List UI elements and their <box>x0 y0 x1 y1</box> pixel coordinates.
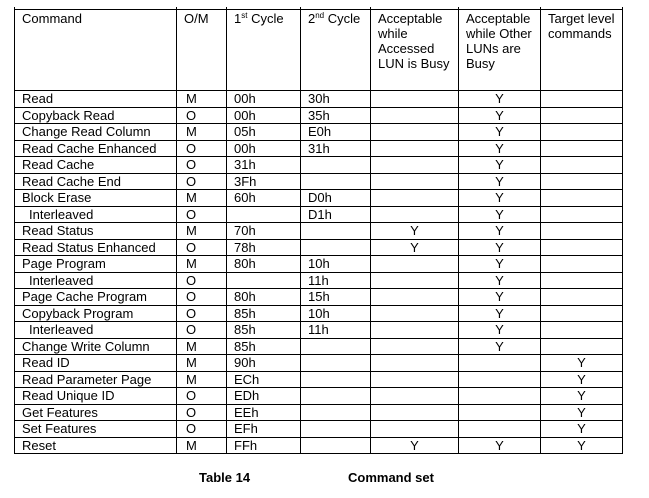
cell-command: Set Features <box>15 421 177 438</box>
cell-cycle1: 05h <box>227 124 301 141</box>
cell-acceptable-other-luns-busy: Y <box>459 437 541 454</box>
cell-target-level <box>541 173 623 190</box>
cell-cycle1: 00h <box>227 140 301 157</box>
cell-command: Interleaved <box>15 272 177 289</box>
cell-acceptable-other-luns-busy <box>459 388 541 405</box>
cell-acceptable-other-luns-busy: Y <box>459 140 541 157</box>
cell-om: O <box>177 239 227 256</box>
cell-command: Read Unique ID <box>15 388 177 405</box>
cell-target-level <box>541 124 623 141</box>
cell-om: M <box>177 190 227 207</box>
cell-om: O <box>177 305 227 322</box>
cell-cycle1: 85h <box>227 338 301 355</box>
cell-cycle2 <box>301 157 371 174</box>
cell-cycle2 <box>301 421 371 438</box>
cell-command: Change Write Column <box>15 338 177 355</box>
cell-acceptable-other-luns-busy: Y <box>459 239 541 256</box>
cell-command: Interleaved <box>15 206 177 223</box>
table-row <box>15 206 623 223</box>
cell-cycle2: 30h <box>301 91 371 108</box>
cell-om: O <box>177 107 227 124</box>
cell-om: M <box>177 371 227 388</box>
cell-cycle2 <box>301 355 371 372</box>
table-row <box>15 223 623 240</box>
table-row <box>15 437 623 454</box>
cell-cycle1: 90h <box>227 355 301 372</box>
cell-command: Read ID <box>15 355 177 372</box>
cell-command: Read Parameter Page <box>15 371 177 388</box>
table-row <box>15 388 623 405</box>
table-header-row <box>15 10 623 91</box>
table-row <box>15 355 623 372</box>
table-row <box>15 421 623 438</box>
cell-command: Copyback Program <box>15 305 177 322</box>
cell-acceptable-accessed-lun-busy <box>371 404 459 421</box>
table-row <box>15 107 623 124</box>
header-acceptable-other-luns-busy: Acceptable while Other LUNs are Busy <box>459 10 541 91</box>
cell-om: O <box>177 272 227 289</box>
cell-cycle1: 00h <box>227 91 301 108</box>
cell-cycle1: 85h <box>227 322 301 339</box>
table-title: Command set <box>348 470 434 485</box>
cell-om: O <box>177 157 227 174</box>
cell-om: O <box>177 388 227 405</box>
cell-acceptable-accessed-lun-busy <box>371 124 459 141</box>
cell-cycle1: 80h <box>227 256 301 273</box>
cell-target-level: Y <box>541 371 623 388</box>
cell-target-level: Y <box>541 404 623 421</box>
cell-acceptable-accessed-lun-busy <box>371 421 459 438</box>
cell-command: Copyback Read <box>15 107 177 124</box>
header-target-level-commands: Target level commands <box>541 10 623 91</box>
cell-acceptable-other-luns-busy: Y <box>459 322 541 339</box>
cell-acceptable-accessed-lun-busy: Y <box>371 437 459 454</box>
cell-acceptable-other-luns-busy <box>459 371 541 388</box>
cell-acceptable-other-luns-busy <box>459 421 541 438</box>
cell-cycle2: E0h <box>301 124 371 141</box>
cell-cycle1: ECh <box>227 371 301 388</box>
cell-target-level: Y <box>541 421 623 438</box>
cell-acceptable-accessed-lun-busy <box>371 256 459 273</box>
table-row <box>15 371 623 388</box>
cell-target-level <box>541 289 623 306</box>
cell-cycle1: EFh <box>227 421 301 438</box>
cell-acceptable-accessed-lun-busy <box>371 289 459 306</box>
cell-target-level <box>541 223 623 240</box>
cell-cycle2: D0h <box>301 190 371 207</box>
cell-om: M <box>177 223 227 240</box>
cell-acceptable-accessed-lun-busy <box>371 140 459 157</box>
cell-acceptable-accessed-lun-busy: Y <box>371 223 459 240</box>
table-row <box>15 289 623 306</box>
cell-acceptable-accessed-lun-busy <box>371 338 459 355</box>
cell-target-level <box>541 256 623 273</box>
cell-target-level <box>541 107 623 124</box>
cell-cycle1: 3Fh <box>227 173 301 190</box>
cell-command: Read Status Enhanced <box>15 239 177 256</box>
cell-acceptable-other-luns-busy: Y <box>459 338 541 355</box>
table-row <box>15 190 623 207</box>
cell-cycle2 <box>301 437 371 454</box>
cell-target-level <box>541 322 623 339</box>
cell-acceptable-accessed-lun-busy: Y <box>371 239 459 256</box>
cell-cycle1: EDh <box>227 388 301 405</box>
cell-target-level <box>541 338 623 355</box>
header-acceptable-accessed-lun-busy: Acceptable while Accessed LUN is Busy <box>371 10 459 91</box>
header-cycle2: 2nd Cycle <box>301 10 371 91</box>
cell-target-level <box>541 91 623 108</box>
cell-acceptable-other-luns-busy <box>459 355 541 372</box>
cell-om: M <box>177 355 227 372</box>
cell-acceptable-accessed-lun-busy <box>371 173 459 190</box>
cell-acceptable-accessed-lun-busy <box>371 371 459 388</box>
cell-om: M <box>177 437 227 454</box>
cell-cycle2: 11h <box>301 322 371 339</box>
cell-cycle2 <box>301 223 371 240</box>
cell-cycle2: 11h <box>301 272 371 289</box>
cell-om: O <box>177 322 227 339</box>
cell-om: O <box>177 404 227 421</box>
cell-cycle1 <box>227 272 301 289</box>
table-row <box>15 140 623 157</box>
cell-acceptable-other-luns-busy: Y <box>459 223 541 240</box>
cell-target-level <box>541 190 623 207</box>
cell-cycle2: 10h <box>301 305 371 322</box>
cell-cycle2 <box>301 239 371 256</box>
cell-acceptable-other-luns-busy: Y <box>459 256 541 273</box>
cell-acceptable-accessed-lun-busy <box>371 272 459 289</box>
cell-cycle1: EEh <box>227 404 301 421</box>
table-row <box>15 157 623 174</box>
cell-target-level <box>541 239 623 256</box>
cell-acceptable-accessed-lun-busy <box>371 355 459 372</box>
cell-cycle1: 31h <box>227 157 301 174</box>
cell-om: M <box>177 91 227 108</box>
cell-target-level <box>541 206 623 223</box>
cell-cycle2 <box>301 404 371 421</box>
cell-target-level <box>541 140 623 157</box>
header-command: Command <box>15 10 177 91</box>
cell-acceptable-accessed-lun-busy <box>371 206 459 223</box>
cell-cycle1: 00h <box>227 107 301 124</box>
cell-command: Change Read Column <box>15 124 177 141</box>
cell-command: Reset <box>15 437 177 454</box>
cell-command: Block Erase <box>15 190 177 207</box>
command-set-table <box>14 9 623 454</box>
cell-cycle1: 78h <box>227 239 301 256</box>
cell-acceptable-other-luns-busy: Y <box>459 91 541 108</box>
cell-target-level <box>541 157 623 174</box>
cell-cycle2 <box>301 173 371 190</box>
cell-cycle2: 15h <box>301 289 371 306</box>
table-row <box>15 272 623 289</box>
cell-om: O <box>177 140 227 157</box>
cell-cycle2: 10h <box>301 256 371 273</box>
cell-command: Read <box>15 91 177 108</box>
header-om: O/M <box>177 10 227 91</box>
cell-acceptable-other-luns-busy: Y <box>459 289 541 306</box>
cell-om: O <box>177 421 227 438</box>
cell-acceptable-other-luns-busy: Y <box>459 173 541 190</box>
cell-acceptable-accessed-lun-busy <box>371 190 459 207</box>
cell-acceptable-accessed-lun-busy <box>371 91 459 108</box>
cell-command: Read Status <box>15 223 177 240</box>
cell-cycle2: D1h <box>301 206 371 223</box>
table-row <box>15 256 623 273</box>
cell-acceptable-other-luns-busy: Y <box>459 272 541 289</box>
cell-acceptable-other-luns-busy <box>459 404 541 421</box>
cell-cycle1: FFh <box>227 437 301 454</box>
table-row <box>15 173 623 190</box>
cell-cycle1: 80h <box>227 289 301 306</box>
cell-om: M <box>177 124 227 141</box>
table-row <box>15 239 623 256</box>
table-number: Table 14 <box>199 470 251 485</box>
cell-target-level <box>541 272 623 289</box>
table-row <box>15 322 623 339</box>
cell-cycle2: 35h <box>301 107 371 124</box>
table-row <box>15 124 623 141</box>
table-row <box>15 404 623 421</box>
cell-om: O <box>177 289 227 306</box>
cell-acceptable-accessed-lun-busy <box>371 322 459 339</box>
cell-acceptable-accessed-lun-busy <box>371 388 459 405</box>
cell-target-level <box>541 305 623 322</box>
cell-cycle2 <box>301 388 371 405</box>
cell-target-level: Y <box>541 388 623 405</box>
cell-cycle2: 31h <box>301 140 371 157</box>
cell-command: Read Cache <box>15 157 177 174</box>
cell-acceptable-other-luns-busy: Y <box>459 206 541 223</box>
cell-cycle1: 60h <box>227 190 301 207</box>
cell-om: M <box>177 256 227 273</box>
cell-target-level: Y <box>541 437 623 454</box>
cell-acceptable-other-luns-busy: Y <box>459 124 541 141</box>
cell-om: O <box>177 173 227 190</box>
cell-cycle2 <box>301 338 371 355</box>
cell-cycle2 <box>301 371 371 388</box>
cell-acceptable-accessed-lun-busy <box>371 157 459 174</box>
cell-acceptable-accessed-lun-busy <box>371 107 459 124</box>
table-row <box>15 338 623 355</box>
cell-command: Page Cache Program <box>15 289 177 306</box>
cell-acceptable-other-luns-busy: Y <box>459 157 541 174</box>
table-row <box>15 305 623 322</box>
cell-cycle1: 70h <box>227 223 301 240</box>
cell-command: Page Program <box>15 256 177 273</box>
cell-acceptable-other-luns-busy: Y <box>459 190 541 207</box>
cell-cycle1: 85h <box>227 305 301 322</box>
cell-command: Read Cache Enhanced <box>15 140 177 157</box>
cell-command: Interleaved <box>15 322 177 339</box>
cell-acceptable-other-luns-busy: Y <box>459 107 541 124</box>
cell-acceptable-accessed-lun-busy <box>371 305 459 322</box>
cell-om: O <box>177 206 227 223</box>
cell-om: M <box>177 338 227 355</box>
cell-command: Read Cache End <box>15 173 177 190</box>
cell-command: Get Features <box>15 404 177 421</box>
cell-cycle1 <box>227 206 301 223</box>
cell-target-level: Y <box>541 355 623 372</box>
cell-acceptable-other-luns-busy: Y <box>459 305 541 322</box>
header-cycle1: 1st Cycle <box>227 10 301 91</box>
table-row <box>15 91 623 108</box>
